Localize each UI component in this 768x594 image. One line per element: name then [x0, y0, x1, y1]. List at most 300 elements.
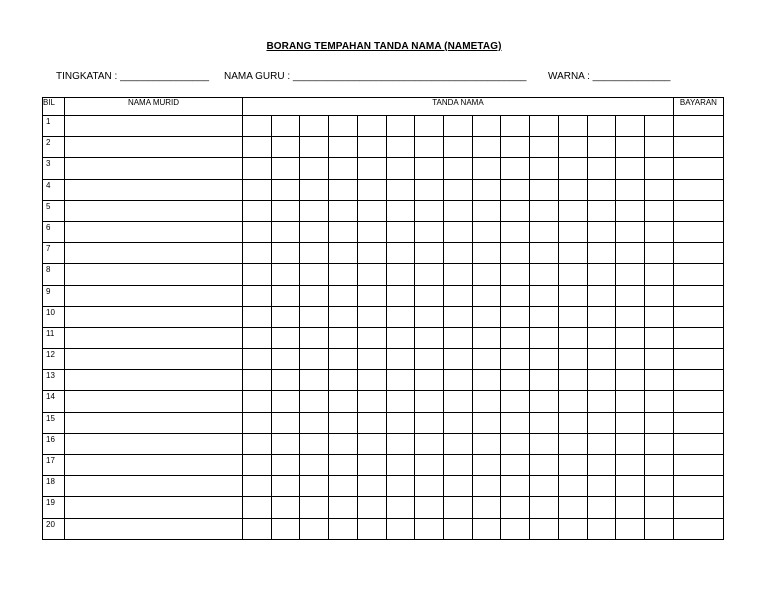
tanda-nama-box[interactable] — [415, 518, 444, 539]
bayaran-cell[interactable] — [673, 243, 723, 264]
tanda-nama-box[interactable] — [243, 349, 272, 370]
tanda-nama-box[interactable] — [530, 412, 559, 433]
tanda-nama-box[interactable] — [472, 158, 501, 179]
nama-murid-cell[interactable] — [65, 264, 243, 285]
tanda-nama-box[interactable] — [300, 518, 329, 539]
tanda-nama-box[interactable] — [645, 200, 674, 221]
tanda-nama-box[interactable] — [645, 370, 674, 391]
nama-murid-cell[interactable] — [65, 137, 243, 158]
tanda-nama-box[interactable] — [645, 306, 674, 327]
tanda-nama-box[interactable] — [501, 497, 530, 518]
tanda-nama-box[interactable] — [386, 391, 415, 412]
tanda-nama-box[interactable] — [587, 221, 616, 242]
tanda-nama-box[interactable] — [587, 243, 616, 264]
tanda-nama-box[interactable] — [587, 518, 616, 539]
tanda-nama-box[interactable] — [243, 137, 272, 158]
tanda-nama-box[interactable] — [243, 285, 272, 306]
bayaran-cell[interactable] — [673, 137, 723, 158]
tanda-nama-box[interactable] — [386, 264, 415, 285]
tanda-nama-box[interactable] — [329, 116, 358, 137]
tanda-nama-box[interactable] — [501, 433, 530, 454]
tanda-nama-box[interactable] — [558, 476, 587, 497]
tanda-nama-box[interactable] — [530, 243, 559, 264]
tanda-nama-box[interactable] — [357, 349, 386, 370]
tanda-nama-box[interactable] — [587, 264, 616, 285]
nama-murid-cell[interactable] — [65, 476, 243, 497]
nama-murid-cell[interactable] — [65, 455, 243, 476]
tanda-nama-box[interactable] — [530, 200, 559, 221]
tanda-nama-box[interactable] — [329, 497, 358, 518]
tanda-nama-box[interactable] — [558, 455, 587, 476]
tanda-nama-box[interactable] — [616, 370, 645, 391]
tanda-nama-box[interactable] — [645, 391, 674, 412]
tanda-nama-box[interactable] — [386, 349, 415, 370]
tanda-nama-box[interactable] — [329, 158, 358, 179]
tanda-nama-box[interactable] — [243, 116, 272, 137]
tanda-nama-box[interactable] — [415, 433, 444, 454]
tanda-nama-box[interactable] — [415, 243, 444, 264]
tanda-nama-box[interactable] — [472, 455, 501, 476]
tanda-nama-box[interactable] — [587, 137, 616, 158]
tanda-nama-box[interactable] — [501, 349, 530, 370]
bayaran-cell[interactable] — [673, 306, 723, 327]
tanda-nama-box[interactable] — [472, 370, 501, 391]
tanda-nama-box[interactable] — [271, 518, 300, 539]
tanda-nama-box[interactable] — [329, 349, 358, 370]
bayaran-cell[interactable] — [673, 179, 723, 200]
tanda-nama-box[interactable] — [444, 158, 473, 179]
tanda-nama-box[interactable] — [530, 327, 559, 348]
tanda-nama-box[interactable] — [558, 412, 587, 433]
tanda-nama-box[interactable] — [616, 518, 645, 539]
tanda-nama-box[interactable] — [386, 476, 415, 497]
tanda-nama-box[interactable] — [243, 455, 272, 476]
tanda-nama-box[interactable] — [558, 200, 587, 221]
tanda-nama-box[interactable] — [300, 116, 329, 137]
bayaran-cell[interactable] — [673, 433, 723, 454]
tanda-nama-box[interactable] — [472, 137, 501, 158]
tanda-nama-box[interactable] — [645, 137, 674, 158]
tanda-nama-box[interactable] — [558, 243, 587, 264]
tanda-nama-box[interactable] — [444, 433, 473, 454]
tanda-nama-box[interactable] — [243, 518, 272, 539]
tanda-nama-box[interactable] — [300, 137, 329, 158]
tanda-nama-box[interactable] — [616, 455, 645, 476]
tanda-nama-box[interactable] — [271, 306, 300, 327]
tanda-nama-box[interactable] — [243, 221, 272, 242]
tanda-nama-box[interactable] — [472, 518, 501, 539]
tanda-nama-box[interactable] — [501, 455, 530, 476]
tanda-nama-box[interactable] — [329, 455, 358, 476]
tanda-nama-box[interactable] — [386, 179, 415, 200]
tanda-nama-box[interactable] — [472, 391, 501, 412]
tanda-nama-box[interactable] — [415, 221, 444, 242]
tanda-nama-box[interactable] — [587, 412, 616, 433]
nama-murid-cell[interactable] — [65, 116, 243, 137]
tanda-nama-box[interactable] — [300, 391, 329, 412]
tanda-nama-box[interactable] — [243, 200, 272, 221]
tanda-nama-box[interactable] — [271, 349, 300, 370]
tanda-nama-box[interactable] — [645, 221, 674, 242]
tanda-nama-box[interactable] — [300, 349, 329, 370]
tanda-nama-box[interactable] — [300, 497, 329, 518]
tanda-nama-box[interactable] — [271, 370, 300, 391]
tanda-nama-box[interactable] — [558, 137, 587, 158]
tanda-nama-box[interactable] — [300, 221, 329, 242]
tanda-nama-box[interactable] — [501, 137, 530, 158]
nama-murid-cell[interactable] — [65, 497, 243, 518]
tanda-nama-box[interactable] — [587, 200, 616, 221]
tanda-nama-box[interactable] — [530, 349, 559, 370]
bayaran-cell[interactable] — [673, 285, 723, 306]
tanda-nama-box[interactable] — [616, 349, 645, 370]
tanda-nama-box[interactable] — [243, 243, 272, 264]
tanda-nama-box[interactable] — [386, 200, 415, 221]
tanda-nama-box[interactable] — [616, 476, 645, 497]
tanda-nama-box[interactable] — [271, 285, 300, 306]
tanda-nama-box[interactable] — [587, 349, 616, 370]
tanda-nama-box[interactable] — [530, 391, 559, 412]
tanda-nama-box[interactable] — [444, 285, 473, 306]
tanda-nama-box[interactable] — [616, 497, 645, 518]
tanda-nama-box[interactable] — [415, 370, 444, 391]
tanda-nama-box[interactable] — [329, 200, 358, 221]
tanda-nama-box[interactable] — [357, 412, 386, 433]
tanda-nama-box[interactable] — [357, 370, 386, 391]
tanda-nama-box[interactable] — [329, 221, 358, 242]
tanda-nama-box[interactable] — [645, 116, 674, 137]
tanda-nama-box[interactable] — [300, 285, 329, 306]
tanda-nama-box[interactable] — [530, 221, 559, 242]
tanda-nama-box[interactable] — [271, 412, 300, 433]
tanda-nama-box[interactable] — [444, 455, 473, 476]
tanda-nama-box[interactable] — [329, 243, 358, 264]
tanda-nama-box[interactable] — [501, 116, 530, 137]
tanda-nama-box[interactable] — [415, 327, 444, 348]
tanda-nama-box[interactable] — [357, 137, 386, 158]
tanda-nama-box[interactable] — [271, 200, 300, 221]
nama-murid-cell[interactable] — [65, 158, 243, 179]
tanda-nama-box[interactable] — [271, 137, 300, 158]
tanda-nama-box[interactable] — [530, 370, 559, 391]
tanda-nama-box[interactable] — [386, 243, 415, 264]
tanda-nama-box[interactable] — [587, 158, 616, 179]
tanda-nama-box[interactable] — [300, 179, 329, 200]
tanda-nama-box[interactable] — [530, 179, 559, 200]
tanda-nama-box[interactable] — [587, 327, 616, 348]
tanda-nama-box[interactable] — [444, 200, 473, 221]
tanda-nama-box[interactable] — [386, 327, 415, 348]
tanda-nama-box[interactable] — [558, 158, 587, 179]
tanda-nama-box[interactable] — [357, 179, 386, 200]
tanda-nama-box[interactable] — [444, 327, 473, 348]
tanda-nama-box[interactable] — [329, 433, 358, 454]
tanda-nama-box[interactable] — [386, 497, 415, 518]
tanda-nama-box[interactable] — [616, 264, 645, 285]
tanda-nama-box[interactable] — [616, 391, 645, 412]
tanda-nama-box[interactable] — [501, 158, 530, 179]
tanda-nama-box[interactable] — [444, 476, 473, 497]
tanda-nama-box[interactable] — [616, 221, 645, 242]
tanda-nama-box[interactable] — [444, 221, 473, 242]
tanda-nama-box[interactable] — [558, 306, 587, 327]
nama-murid-cell[interactable] — [65, 518, 243, 539]
tanda-nama-box[interactable] — [558, 391, 587, 412]
tanda-nama-box[interactable] — [271, 391, 300, 412]
tanda-nama-box[interactable] — [444, 370, 473, 391]
tanda-nama-box[interactable] — [558, 433, 587, 454]
tanda-nama-box[interactable] — [329, 518, 358, 539]
tanda-nama-box[interactable] — [444, 518, 473, 539]
tanda-nama-box[interactable] — [329, 391, 358, 412]
tanda-nama-box[interactable] — [386, 116, 415, 137]
tanda-nama-box[interactable] — [444, 116, 473, 137]
tanda-nama-box[interactable] — [444, 391, 473, 412]
nama-murid-cell[interactable] — [65, 370, 243, 391]
tanda-nama-box[interactable] — [530, 497, 559, 518]
tanda-nama-box[interactable] — [472, 306, 501, 327]
tanda-nama-box[interactable] — [386, 285, 415, 306]
tanda-nama-box[interactable] — [300, 370, 329, 391]
tanda-nama-box[interactable] — [645, 264, 674, 285]
tanda-nama-box[interactable] — [616, 137, 645, 158]
tanda-nama-box[interactable] — [300, 243, 329, 264]
tanda-nama-box[interactable] — [329, 370, 358, 391]
tanda-nama-box[interactable] — [616, 412, 645, 433]
tanda-nama-box[interactable] — [415, 306, 444, 327]
tanda-nama-box[interactable] — [472, 200, 501, 221]
tanda-nama-box[interactable] — [357, 116, 386, 137]
tanda-nama-box[interactable] — [329, 412, 358, 433]
tanda-nama-box[interactable] — [386, 158, 415, 179]
bayaran-cell[interactable] — [673, 116, 723, 137]
tanda-nama-box[interactable] — [300, 306, 329, 327]
tanda-nama-box[interactable] — [530, 264, 559, 285]
tanda-nama-box[interactable] — [386, 412, 415, 433]
tanda-nama-box[interactable] — [386, 306, 415, 327]
tanda-nama-box[interactable] — [357, 243, 386, 264]
tanda-nama-box[interactable] — [415, 116, 444, 137]
tanda-nama-box[interactable] — [415, 455, 444, 476]
bayaran-cell[interactable] — [673, 476, 723, 497]
tanda-nama-box[interactable] — [472, 476, 501, 497]
bayaran-cell[interactable] — [673, 264, 723, 285]
tanda-nama-box[interactable] — [357, 221, 386, 242]
tanda-nama-box[interactable] — [300, 327, 329, 348]
tanda-nama-box[interactable] — [501, 200, 530, 221]
tanda-nama-box[interactable] — [645, 476, 674, 497]
tanda-nama-box[interactable] — [243, 476, 272, 497]
tanda-nama-box[interactable] — [472, 285, 501, 306]
tanda-nama-box[interactable] — [501, 264, 530, 285]
tanda-nama-box[interactable] — [300, 264, 329, 285]
nama-murid-cell[interactable] — [65, 179, 243, 200]
tanda-nama-box[interactable] — [587, 391, 616, 412]
tanda-nama-box[interactable] — [300, 455, 329, 476]
tanda-nama-box[interactable] — [271, 476, 300, 497]
nama-murid-cell[interactable] — [65, 200, 243, 221]
tanda-nama-box[interactable] — [329, 137, 358, 158]
nama-murid-cell[interactable] — [65, 412, 243, 433]
tanda-nama-box[interactable] — [587, 455, 616, 476]
tanda-nama-box[interactable] — [415, 476, 444, 497]
tanda-nama-box[interactable] — [530, 455, 559, 476]
bayaran-cell[interactable] — [673, 221, 723, 242]
tanda-nama-box[interactable] — [357, 200, 386, 221]
tanda-nama-box[interactable] — [616, 179, 645, 200]
nama-murid-cell[interactable] — [65, 221, 243, 242]
tanda-nama-box[interactable] — [501, 518, 530, 539]
tanda-nama-box[interactable] — [386, 137, 415, 158]
bayaran-cell[interactable] — [673, 349, 723, 370]
tanda-nama-box[interactable] — [472, 179, 501, 200]
tanda-nama-box[interactable] — [616, 306, 645, 327]
tanda-nama-box[interactable] — [243, 370, 272, 391]
tanda-nama-box[interactable] — [329, 179, 358, 200]
tanda-nama-box[interactable] — [645, 158, 674, 179]
tanda-nama-box[interactable] — [472, 264, 501, 285]
tanda-nama-box[interactable] — [530, 158, 559, 179]
tanda-nama-box[interactable] — [501, 327, 530, 348]
tanda-nama-box[interactable] — [357, 433, 386, 454]
tanda-nama-box[interactable] — [357, 391, 386, 412]
tanda-nama-box[interactable] — [386, 370, 415, 391]
tanda-nama-box[interactable] — [300, 200, 329, 221]
tanda-nama-box[interactable] — [472, 349, 501, 370]
tanda-nama-box[interactable] — [645, 179, 674, 200]
tanda-nama-box[interactable] — [558, 370, 587, 391]
tanda-nama-box[interactable] — [415, 158, 444, 179]
tanda-nama-box[interactable] — [558, 327, 587, 348]
tanda-nama-box[interactable] — [271, 264, 300, 285]
tanda-nama-box[interactable] — [587, 476, 616, 497]
tanda-nama-box[interactable] — [616, 243, 645, 264]
tanda-nama-box[interactable] — [587, 433, 616, 454]
tanda-nama-box[interactable] — [357, 327, 386, 348]
tanda-nama-box[interactable] — [472, 243, 501, 264]
tanda-nama-box[interactable] — [444, 179, 473, 200]
tanda-nama-box[interactable] — [530, 116, 559, 137]
tanda-nama-box[interactable] — [271, 433, 300, 454]
tanda-nama-box[interactable] — [530, 433, 559, 454]
tanda-nama-box[interactable] — [645, 433, 674, 454]
tanda-nama-box[interactable] — [501, 221, 530, 242]
tanda-nama-box[interactable] — [415, 412, 444, 433]
tanda-nama-box[interactable] — [243, 412, 272, 433]
tanda-nama-box[interactable] — [300, 433, 329, 454]
tanda-nama-box[interactable] — [243, 391, 272, 412]
tanda-nama-box[interactable] — [357, 497, 386, 518]
tanda-nama-box[interactable] — [386, 221, 415, 242]
tanda-nama-box[interactable] — [300, 412, 329, 433]
tanda-nama-box[interactable] — [271, 179, 300, 200]
tanda-nama-box[interactable] — [645, 327, 674, 348]
tanda-nama-box[interactable] — [616, 158, 645, 179]
tanda-nama-box[interactable] — [645, 243, 674, 264]
tanda-nama-box[interactable] — [616, 327, 645, 348]
tanda-nama-box[interactable] — [243, 433, 272, 454]
bayaran-cell[interactable] — [673, 327, 723, 348]
tanda-nama-box[interactable] — [472, 497, 501, 518]
tanda-nama-box[interactable] — [616, 116, 645, 137]
tanda-nama-box[interactable] — [271, 158, 300, 179]
tanda-nama-box[interactable] — [386, 518, 415, 539]
tanda-nama-box[interactable] — [645, 497, 674, 518]
tanda-nama-box[interactable] — [444, 137, 473, 158]
tanda-nama-box[interactable] — [444, 306, 473, 327]
tanda-nama-box[interactable] — [645, 455, 674, 476]
bayaran-cell[interactable] — [673, 370, 723, 391]
tanda-nama-box[interactable] — [243, 264, 272, 285]
tanda-nama-box[interactable] — [616, 285, 645, 306]
tanda-nama-box[interactable] — [329, 264, 358, 285]
tanda-nama-box[interactable] — [329, 285, 358, 306]
nama-murid-cell[interactable] — [65, 243, 243, 264]
tanda-nama-box[interactable] — [645, 285, 674, 306]
tanda-nama-box[interactable] — [271, 327, 300, 348]
tanda-nama-box[interactable] — [645, 518, 674, 539]
tanda-nama-box[interactable] — [558, 285, 587, 306]
tanda-nama-box[interactable] — [243, 158, 272, 179]
bayaran-cell[interactable] — [673, 200, 723, 221]
tanda-nama-box[interactable] — [530, 285, 559, 306]
tanda-nama-box[interactable] — [530, 306, 559, 327]
tanda-nama-box[interactable] — [271, 116, 300, 137]
bayaran-cell[interactable] — [673, 518, 723, 539]
tanda-nama-box[interactable] — [271, 243, 300, 264]
tanda-nama-box[interactable] — [444, 264, 473, 285]
tanda-nama-box[interactable] — [530, 137, 559, 158]
tanda-nama-box[interactable] — [357, 285, 386, 306]
tanda-nama-box[interactable] — [472, 116, 501, 137]
tanda-nama-box[interactable] — [357, 476, 386, 497]
bayaran-cell[interactable] — [673, 391, 723, 412]
tanda-nama-box[interactable] — [501, 370, 530, 391]
tanda-nama-box[interactable] — [444, 412, 473, 433]
tanda-nama-box[interactable] — [386, 433, 415, 454]
tanda-nama-box[interactable] — [501, 476, 530, 497]
tanda-nama-box[interactable] — [472, 412, 501, 433]
tanda-nama-box[interactable] — [444, 243, 473, 264]
tanda-nama-box[interactable] — [300, 476, 329, 497]
tanda-nama-box[interactable] — [415, 137, 444, 158]
nama-murid-cell[interactable] — [65, 327, 243, 348]
tanda-nama-box[interactable] — [501, 179, 530, 200]
nama-murid-cell[interactable] — [65, 285, 243, 306]
tanda-nama-box[interactable] — [501, 285, 530, 306]
tanda-nama-box[interactable] — [415, 285, 444, 306]
tanda-nama-box[interactable] — [271, 221, 300, 242]
tanda-nama-box[interactable] — [415, 349, 444, 370]
tanda-nama-box[interactable] — [501, 391, 530, 412]
tanda-nama-box[interactable] — [329, 306, 358, 327]
tanda-nama-box[interactable] — [329, 327, 358, 348]
tanda-nama-box[interactable] — [472, 221, 501, 242]
tanda-nama-box[interactable] — [587, 179, 616, 200]
tanda-nama-box[interactable] — [645, 349, 674, 370]
tanda-nama-box[interactable] — [357, 518, 386, 539]
tanda-nama-box[interactable] — [587, 370, 616, 391]
tanda-nama-box[interactable] — [616, 433, 645, 454]
tanda-nama-box[interactable] — [472, 433, 501, 454]
nama-murid-cell[interactable] — [65, 391, 243, 412]
bayaran-cell[interactable] — [673, 412, 723, 433]
bayaran-cell[interactable] — [673, 497, 723, 518]
tanda-nama-box[interactable] — [243, 497, 272, 518]
tanda-nama-box[interactable] — [558, 116, 587, 137]
tanda-nama-box[interactable] — [645, 412, 674, 433]
tanda-nama-box[interactable] — [444, 349, 473, 370]
